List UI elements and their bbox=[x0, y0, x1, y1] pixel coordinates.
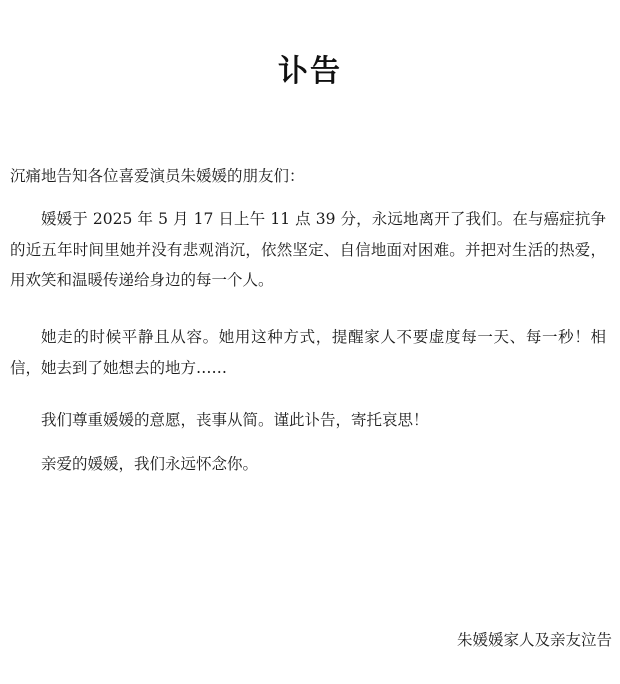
paragraph-funeral-wishes: 我们尊重媛媛的意愿，丧事从简。谨此讣告，寄托哀思！ bbox=[41, 411, 429, 429]
paragraph-peaceful: 她走的时候平静且从容。她用这种方式，提醒家人不要虚度每一天、每一秒！相信，她去到了她想去的地方…… bbox=[10, 328, 606, 377]
signature: 朱媛媛家人及亲友泣告 bbox=[456, 631, 612, 649]
paragraph-passing: 媛媛于 2025 年 5 月 17 日上午 11 点 39 分，永远地离开了我们。在与癌症抗争的近五年时间里她并没有悲观消沉，依然坚定、自信地面对困难。并把对生活的热爱，用欢笑和温暖传递给身边的每一个人。 bbox=[10, 210, 606, 289]
paragraph-remembrance: 亲爱的媛媛，我们永远怀念你。 bbox=[41, 455, 259, 473]
document-title: 讣告 bbox=[278, 54, 342, 89]
salutation: 沉痛地告知各位喜爱演员朱媛媛的朋友们： bbox=[10, 167, 305, 185]
